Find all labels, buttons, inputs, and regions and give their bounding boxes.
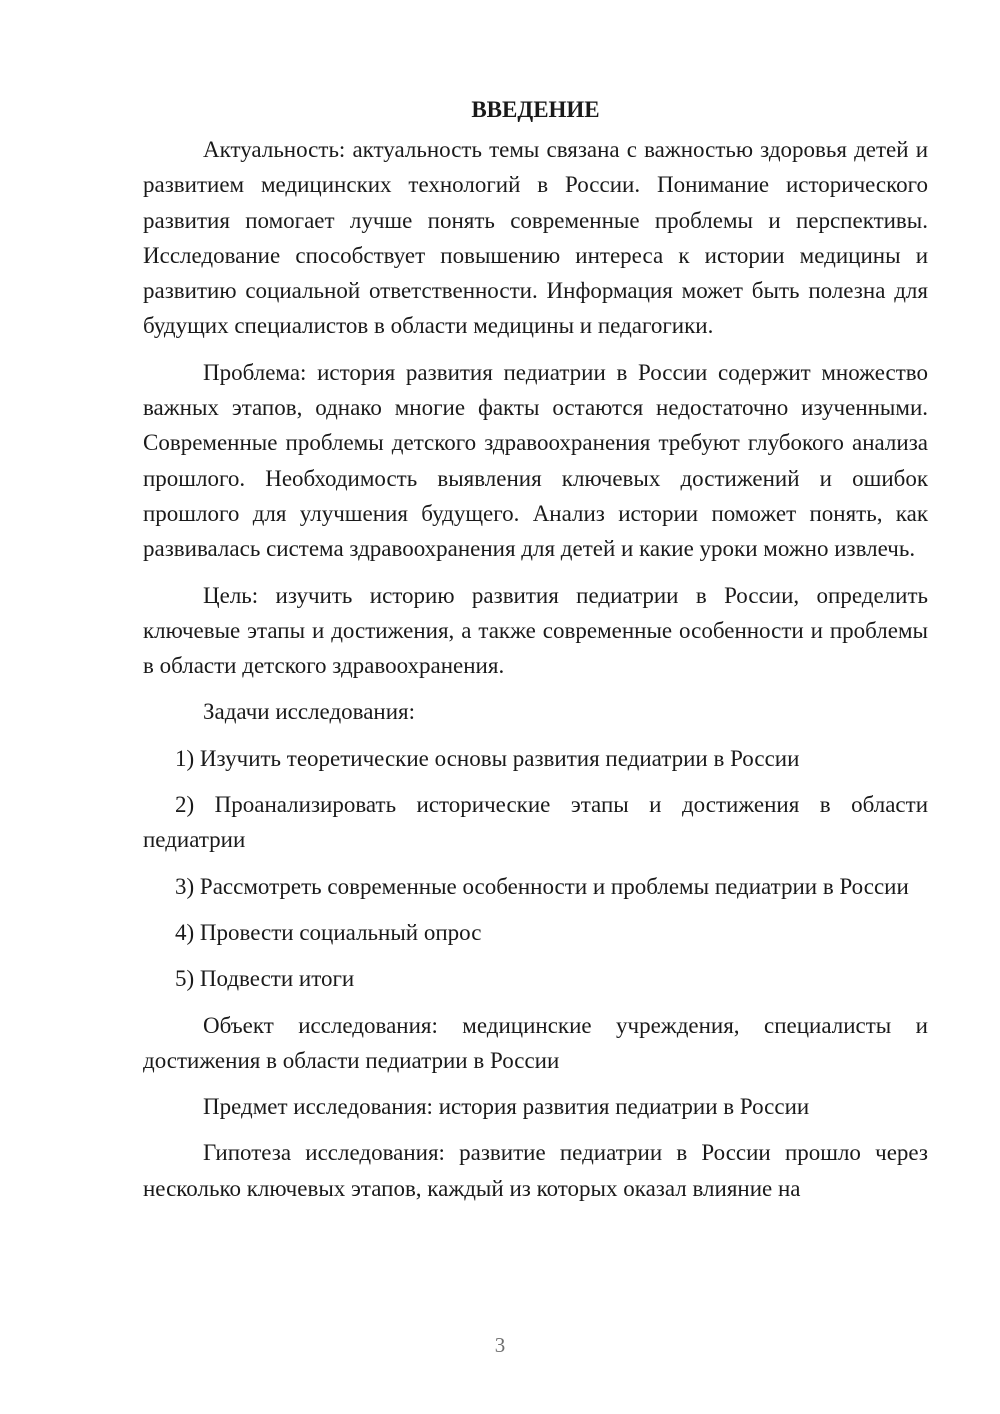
subject-paragraph: Предмет исследования: история развития педиатрии в России <box>203 1094 810 1120</box>
section-heading: ВВЕДЕНИЕ <box>471 97 600 122</box>
page-number: 3 <box>494 1333 506 1357</box>
document-page <box>143 92 928 1217</box>
relevance-paragraph: Актуальность: актуальность темы связана с важностью здоровья детей и развитием медицинских технологий в России. Понимание исторического развития помогает лучше понять современные проблемы и перспективы. Исследование способствует повышению интереса к истории медицины и развитию социальной ответственности. Информация может быть полезна для будущих специалистов в области медицины и педагогики. <box>143 137 928 339</box>
problem-paragraph: Проблема: история развития педиатрии в России содержит множество важных этапов, однако многие факты остаются недостаточно изученными. Современные проблемы детского здравоохранения требуют глубокого анализа прошлого. Необходимость выявления ключевых достижений и ошибок прошлого для улучшения будущего. Анализ истории поможет понять, как развивалась система здравоохранения для детей и какие уроки можно извлечь. <box>143 359 928 562</box>
task-item-2: 2) Проанализировать исторические этапы и достижения в области педиатрии <box>143 792 928 853</box>
hypothesis-paragraph: Гипотеза исследования: развитие педиатрии в России прошло через несколько ключевых этапов, каждый из которых оказал влияние на <box>143 1140 928 1201</box>
task-item-3: 3) Рассмотреть современные особенности и проблемы педиатрии в России <box>175 873 909 899</box>
task-item-5: 5) Подвести итоги <box>175 966 355 992</box>
task-item-1: 1) Изучить теоретические основы развития педиатрии в России <box>175 745 800 771</box>
task-item-4: 4) Провести социальный опрос <box>175 919 482 945</box>
goal-paragraph: Цель: изучить историю развития педиатрии в России, определить ключевые этапы и достижения, а также современные особенности и проблемы в области детского здравоохранения. <box>143 582 928 679</box>
object-paragraph: Объект исследования: медицинские учреждения, специалисты и достижения в области педиатрии в России <box>143 1012 928 1073</box>
tasks-title: Задачи исследования: <box>203 699 416 725</box>
